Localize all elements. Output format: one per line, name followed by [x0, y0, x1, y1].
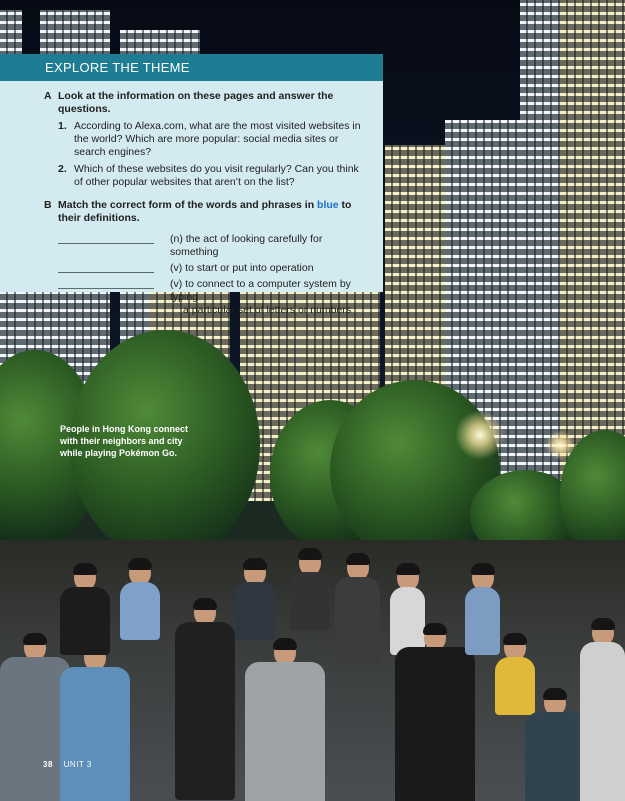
definition-row	[58, 262, 367, 275]
unit-label: UNIT 3	[63, 760, 92, 769]
definition-text: (v) to connect to a computer system by typing	[170, 278, 351, 303]
question-number: 1.	[58, 120, 67, 132]
section-a-text: Look at the information on these pages and answer the questions.	[58, 90, 334, 115]
person	[60, 645, 130, 801]
person	[395, 625, 475, 801]
page-number: 38	[43, 760, 53, 769]
person	[525, 690, 585, 801]
explore-theme-panel	[0, 54, 383, 316]
answer-blank[interactable]	[58, 288, 154, 289]
definition-row	[58, 233, 367, 259]
person	[60, 565, 110, 655]
person	[120, 560, 160, 640]
section-b-text-end: to their definitions.	[58, 199, 352, 224]
definition-text: (v) to start or put into operation	[170, 262, 314, 274]
person	[580, 620, 625, 801]
building	[520, 0, 560, 501]
street-lamp	[455, 410, 505, 460]
question-number: 2.	[58, 163, 67, 175]
definition-text: (n) the act of looking carefully for something	[170, 233, 323, 258]
section-a-letter: A	[44, 90, 52, 102]
person	[245, 640, 325, 801]
person	[335, 555, 380, 665]
question-text: Which of these websites do you visit regularly? Can you think of other popular websites that aren’t on the list?	[74, 163, 359, 188]
question-list	[58, 120, 367, 189]
panel-title: EXPLORE THE THEME	[0, 54, 383, 81]
crowd	[0, 540, 625, 801]
panel-body	[0, 81, 383, 317]
page-footer	[43, 760, 92, 769]
question-item	[58, 120, 367, 159]
answer-blank[interactable]	[58, 243, 154, 244]
building	[560, 0, 625, 501]
answer-blank[interactable]	[58, 272, 154, 273]
section-b-instruction	[44, 199, 367, 225]
definition-continuation: a particular set of letters or numbers	[183, 304, 352, 316]
photo-caption: People in Hong Kong connect with their neighbors and city while playing Pokémon Go.	[60, 424, 188, 458]
section-b-blue-word: blue	[317, 199, 339, 211]
question-item	[58, 163, 367, 189]
definition-row	[58, 278, 367, 317]
street-lamp	[545, 430, 575, 460]
section-a-instruction	[44, 90, 367, 116]
person	[235, 560, 275, 640]
section-b-letter: B	[44, 199, 52, 211]
person	[290, 550, 330, 630]
section-b-text-start: Match the correct form of the words and phrases in	[58, 199, 318, 211]
person	[175, 600, 235, 800]
question-text: According to Alexa.com, what are the most visited websites in the world? Which are more popular: social media sites or search engines?	[74, 120, 361, 158]
